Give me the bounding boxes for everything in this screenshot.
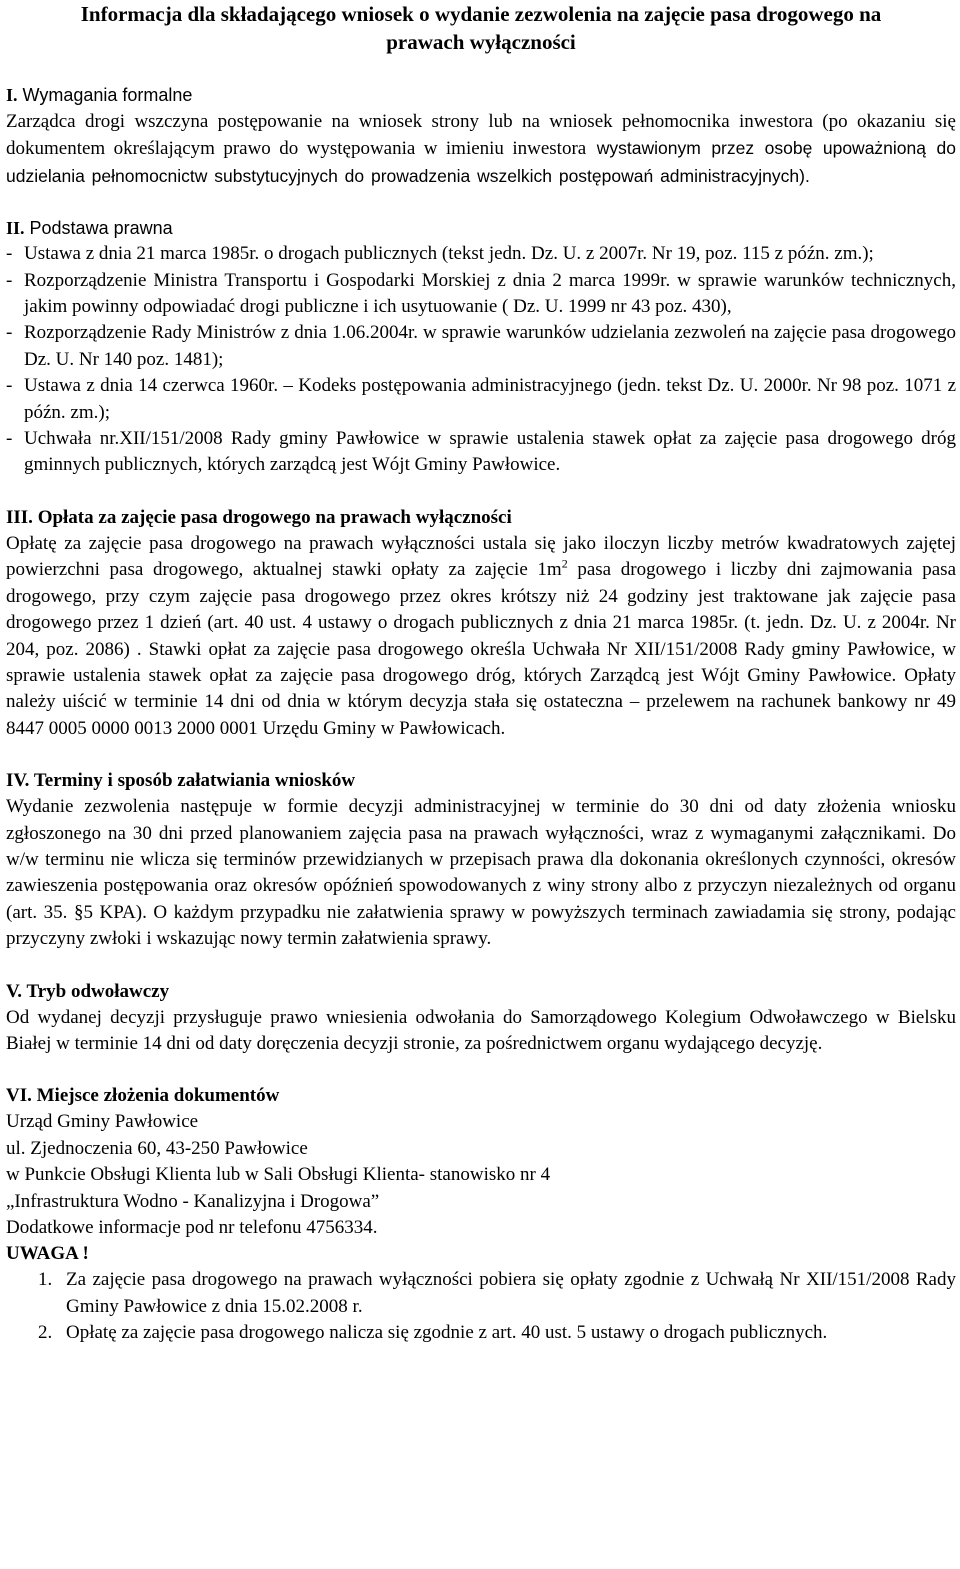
- section-number: I.: [6, 85, 18, 105]
- section-title: Tryb odwoławczy: [26, 980, 170, 1002]
- notice-number: 2.: [38, 1322, 53, 1344]
- section-title: Miejsce złożenia dokumentów: [36, 1085, 280, 1107]
- legal-basis-text: Rozporządzenie Ministra Transportu i Gospodarki Morskiej z dnia 2 marca 1999r. w sprawie warunków technicznych, jakim powinny odpowiadać drogi publiczne i ich usytuowanie ( Dz. U. 1999 nr 43 poz. 430),: [24, 269, 956, 318]
- section-title: Podstawa prawna: [29, 218, 173, 239]
- legal-basis-item: [6, 268, 956, 321]
- section-text: [6, 108, 956, 189]
- list-dash: -: [6, 428, 13, 450]
- legal-basis-text: Ustawa z dnia 21 marca 1985r. o drogach publicznych (tekst jedn. Dz. U. z 2007r. Nr 19, poz. 115 z późn. zm.);: [24, 243, 874, 265]
- office-address: ul. Zjednoczenia 60, 43-250 Pawłowice: [6, 1137, 308, 1159]
- fee-text-part2: pasa drogowego i liczby dni zajmowania pasa drogowego, przy czym zajęcie pasa drogowego przez okres krótszy niż 24 godziny jest traktowane jak zajęcie pasa drogowego przez 1 dzień (art. 40 ust. 4 ustawy o drogach publicznych z dnia 21 marca 1985r. (t. jedn. Dz. U. z 2004r. Nr 204, poz. 2086) . Stawki opłat za zajęcie pasa drogowego określa Uchwała Nr XII/151/2008 Rady gminy Pawłowice, w sprawie ustalenia stawek opłat za zajęcie pasa drogowego dróg, których Zarządcą jest Wójt Gminy Pawłowice. Opłaty należy uiścić w terminie 14 dni od dnia w którym decyzja stała się ostateczna – przelewem na rachunek bankowy nr 49 8447 0005 0000 0013 2000 0001 Urzędu Gminy w Pawłowicach.: [6, 559, 956, 739]
- formal-requirements-text-b: wystawionym przez osobę upoważnioną do udzielania pełnomocnictw substytucyjnych do prowadzenia wszelkich postępowań administracyjnych).: [6, 138, 956, 186]
- section-heading-formal-requirements: [6, 82, 956, 108]
- section-title: Terminy i sposób załatwiania wniosków: [33, 770, 356, 792]
- section-number: III.: [6, 506, 33, 528]
- notice-heading: UWAGA !: [6, 1243, 89, 1265]
- formal-requirements-text-a: Zarządca drogi wszczyna postępowanie na wniosek strony lub na wniosek pełnomocnika inwestora (po okazaniu się dokumentem określającym prawo do występowania w imieniu inwestora: [6, 111, 956, 160]
- legal-basis-item: [6, 320, 956, 373]
- list-dash: -: [6, 322, 13, 344]
- section-number: VI.: [6, 1085, 32, 1107]
- legal-basis-item: [6, 241, 956, 267]
- section-heading-fee: [6, 505, 956, 531]
- notice-text: Za zajęcie pasa drogowego na prawach wyłączności pobiera się opłaty zgodnie z Uchwałą Nr XII/151/2008 Rady Gminy Pawłowice z dnia 15.02.2008 r.: [66, 1269, 956, 1317]
- office-department: „Infrastruktura Wodno - Kanalizyjna i Drogowa”: [6, 1190, 380, 1212]
- legal-basis-text: Ustawa z dnia 14 czerwca 1960r. – Kodeks postępowania administracyjnego (jedn. tekst Dz. U. 2000r. Nr 98 poz. 1071 z późn. zm.);: [24, 375, 956, 423]
- notice-item: [6, 1267, 956, 1320]
- appeal-text: Od wydanej decyzji przysługuje prawo wniesienia odwołania do Samorządowego Kolegium Odwoławczego w Bielsku Białej w terminie 14 dni od daty doręczenia decyzji stronie, za pośrednictwem organu wydającego decyzję.: [6, 1006, 956, 1054]
- section-number: IV.: [6, 770, 30, 792]
- notice-item: [6, 1320, 956, 1346]
- office-desk: w Punkcie Obsługi Klienta lub w Sali Obsługi Klienta- stanowisko nr 4: [6, 1164, 551, 1186]
- legal-basis-item: [6, 426, 956, 479]
- list-dash: -: [6, 243, 13, 265]
- section-heading-submission-place: [6, 1083, 956, 1109]
- legal-basis-text: Uchwała nr.XII/151/2008 Rady gminy Pawłowice w sprawie ustalenia stawek opłat za zajęcie pasa drogowego dróg gminnych publicznych, których zarządcą jest Wójt Gminy Pawłowice.: [24, 428, 956, 476]
- section-heading-legal-basis: [6, 215, 956, 241]
- fee-text: [6, 531, 956, 742]
- legal-basis-text: Rozporządzenie Rady Ministrów z dnia 1.06.2004r. w sprawie warunków udzielania zezwoleń na zajęcie pasa drogowego Dz. U. Nr 140 poz. 1481);: [24, 322, 956, 370]
- document-title: Informacja dla składającego wniosek o wydanie zezwolenia na zajęcie pasa drogowego na prawach wyłączności: [80, 2, 882, 54]
- notice-number: 1.: [38, 1269, 53, 1291]
- list-dash: -: [6, 375, 13, 397]
- section-number: II.: [6, 218, 25, 239]
- legal-basis-item: [6, 373, 956, 426]
- deadlines-text: Wydanie zezwolenia następuje w formie decyzji administracyjnej w terminie do 30 dni od daty złożenia wniosku zgłoszonego na 30 dni przed planowaniem zajęcia pasa na prawach wyłączności, wraz z wymaganymi załącznikami. Do w/w terminu nie wlicza się terminów przewidzianych w przepisach prawa dla dokonania określonych czynności, okresów zawieszenia postępowania oraz okresów opóźnień spowodowanych z winy strony albo z przyczyn niezależnych od organu (art. 35. §5 KPA). O każdym przypadku nie załatwienia sprawy w powyższych terminach zawiadamia się strony, podając przyczyny zwłoki i wskazując nowy termin załatwienia sprawy.: [6, 796, 956, 950]
- section-title: Opłata za zajęcie pasa drogowego na prawach wyłączności: [37, 506, 512, 528]
- notice-text: Opłatę za zajęcie pasa drogowego nalicza się zgodnie z art. 40 ust. 5 ustawy o drogach publicznych.: [66, 1322, 828, 1344]
- section-title: Wymagania formalne: [22, 85, 193, 105]
- list-dash: -: [6, 269, 13, 291]
- section-heading-deadlines: [6, 768, 956, 794]
- section-heading-appeal: [6, 979, 956, 1005]
- office-phone: Dodatkowe informacje pod nr telefonu 4756334.: [6, 1217, 378, 1238]
- superscript-2: 2: [561, 556, 568, 571]
- fee-text-part1: Opłatę za zajęcie pasa drogowego na prawach wyłączności ustala się jako iloczyn liczby metrów kwadratowych zajętej powierzchni pasa drogowego, aktualnej stawki opłaty za zajęcie 1m: [6, 532, 956, 581]
- section-number: V.: [6, 980, 23, 1002]
- office-name: Urząd Gminy Pawłowice: [6, 1111, 199, 1133]
